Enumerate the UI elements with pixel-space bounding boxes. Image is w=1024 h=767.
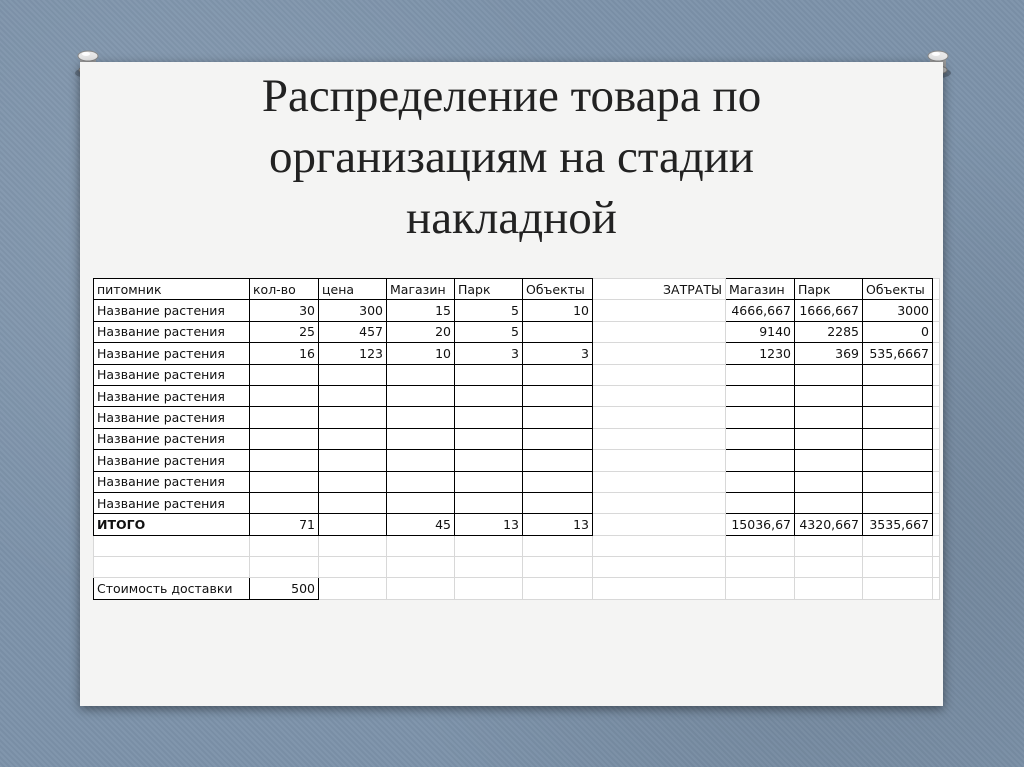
cell: [455, 364, 523, 385]
cell: [94, 557, 250, 578]
cell: Название растения: [94, 492, 250, 513]
cell: [455, 385, 523, 406]
cell: 30: [250, 300, 319, 321]
cell: [726, 450, 795, 471]
cell: [387, 407, 455, 428]
cell: [933, 300, 940, 321]
cell: 3: [523, 343, 593, 364]
header-row: [94, 279, 940, 300]
cell: [250, 557, 319, 578]
cell: [863, 557, 933, 578]
table-row: [94, 450, 940, 471]
cell: 15: [387, 300, 455, 321]
cell: 10: [523, 300, 593, 321]
cell: питомник: [94, 279, 250, 300]
cell: Объекты: [523, 279, 593, 300]
cell: [593, 535, 726, 556]
cell: 1666,667: [795, 300, 863, 321]
cell: [593, 578, 726, 599]
table-row: [94, 321, 940, 342]
table-row: [94, 364, 940, 385]
cell: [933, 279, 940, 300]
cell: [523, 364, 593, 385]
cell: [593, 557, 726, 578]
cell: [726, 407, 795, 428]
cell: [455, 557, 523, 578]
cell: [94, 535, 250, 556]
cell: [863, 535, 933, 556]
cell: Название растения: [94, 407, 250, 428]
cell: [726, 492, 795, 513]
cell: [455, 578, 523, 599]
cell: [319, 535, 387, 556]
cell: [933, 471, 940, 492]
cell: кол-во: [250, 279, 319, 300]
cell: ИТОГО: [94, 514, 250, 535]
cell: 300: [319, 300, 387, 321]
cell: Название растения: [94, 385, 250, 406]
cell: [726, 364, 795, 385]
cell: [726, 428, 795, 449]
cell: [933, 535, 940, 556]
cell: [795, 578, 863, 599]
cell: [455, 450, 523, 471]
cell: ЗАТРАТЫ: [593, 279, 726, 300]
slide-title: [80, 66, 943, 249]
cell: 123: [319, 343, 387, 364]
cell: [933, 514, 940, 535]
cell: [795, 407, 863, 428]
cell: 45: [387, 514, 455, 535]
cell: [795, 557, 863, 578]
cell: [795, 364, 863, 385]
cell: 5: [455, 321, 523, 342]
cell: [319, 514, 387, 535]
cell: [319, 428, 387, 449]
cell: [933, 364, 940, 385]
cell: [593, 321, 726, 342]
total-row: [94, 514, 940, 535]
delivery-label: Стоимость доставки: [94, 578, 250, 599]
table-row: [94, 343, 940, 364]
cell: Название растения: [94, 300, 250, 321]
cell: [863, 385, 933, 406]
cell: [387, 364, 455, 385]
cell: [863, 578, 933, 599]
cell: [523, 407, 593, 428]
cell: 25: [250, 321, 319, 342]
table-row: [94, 385, 940, 406]
cell: [455, 492, 523, 513]
cell: [319, 557, 387, 578]
cell: 16: [250, 343, 319, 364]
cell: [523, 492, 593, 513]
cell: 15036,67: [726, 514, 795, 535]
cell: [593, 407, 726, 428]
delivery-value: 500: [250, 578, 319, 599]
cell: [250, 471, 319, 492]
cell: [319, 471, 387, 492]
cell: [250, 364, 319, 385]
cell: [863, 364, 933, 385]
spreadsheet-table: [93, 278, 940, 600]
title-line: организациям на стадии: [268, 131, 755, 183]
cell: 5: [455, 300, 523, 321]
cell: [933, 407, 940, 428]
cell: 3: [455, 343, 523, 364]
cell: [319, 578, 387, 599]
empty-row: [94, 535, 940, 556]
cell: [726, 535, 795, 556]
cell: 4666,667: [726, 300, 795, 321]
cell: [863, 407, 933, 428]
table-row: [94, 492, 940, 513]
cell: [933, 492, 940, 513]
table-row: [94, 471, 940, 492]
cell: [795, 492, 863, 513]
cell: 457: [319, 321, 387, 342]
cell: [795, 535, 863, 556]
cell: [387, 450, 455, 471]
cell: [387, 385, 455, 406]
cell: [795, 428, 863, 449]
cell: 20: [387, 321, 455, 342]
delivery-row: [94, 578, 940, 599]
cell: 1230: [726, 343, 795, 364]
cell: 2285: [795, 321, 863, 342]
cell: Магазин: [387, 279, 455, 300]
cell: 4320,667: [795, 514, 863, 535]
cell: [387, 428, 455, 449]
cell: [795, 450, 863, 471]
cell: [863, 471, 933, 492]
cell: [726, 471, 795, 492]
cell: [319, 364, 387, 385]
cell: [250, 492, 319, 513]
cell: [726, 578, 795, 599]
cell: [523, 428, 593, 449]
cell: [523, 578, 593, 599]
cell: [250, 535, 319, 556]
cell: [250, 385, 319, 406]
cell: Название растения: [94, 343, 250, 364]
table-row: [94, 407, 940, 428]
cell: 71: [250, 514, 319, 535]
cell: [387, 535, 455, 556]
cell: [387, 557, 455, 578]
cell: [250, 428, 319, 449]
cell: Объекты: [863, 279, 933, 300]
cell: [387, 492, 455, 513]
cell: 9140: [726, 321, 795, 342]
cell: [726, 557, 795, 578]
cell: [933, 557, 940, 578]
cell: [250, 407, 319, 428]
table-row: [94, 300, 940, 321]
cell: [863, 492, 933, 513]
cell: [795, 385, 863, 406]
cell: [319, 450, 387, 471]
cell: [933, 450, 940, 471]
cell: [319, 385, 387, 406]
cell: 3000: [863, 300, 933, 321]
table-row: [94, 428, 940, 449]
cell: 3535,667: [863, 514, 933, 535]
cell: [523, 321, 593, 342]
title-line: Распределение товара по: [261, 70, 762, 122]
cell: Название растения: [94, 428, 250, 449]
cell: [593, 450, 726, 471]
cell: Парк: [795, 279, 863, 300]
cell: [593, 300, 726, 321]
cell: [593, 428, 726, 449]
cell: Магазин: [726, 279, 795, 300]
empty-row: [94, 557, 940, 578]
cell: [387, 471, 455, 492]
cell: [455, 471, 523, 492]
cell: [593, 385, 726, 406]
cell: цена: [319, 279, 387, 300]
cell: 10: [387, 343, 455, 364]
cell: [523, 450, 593, 471]
cell: [933, 343, 940, 364]
cell: [319, 492, 387, 513]
cell: 369: [795, 343, 863, 364]
cell: [523, 471, 593, 492]
cell: [933, 385, 940, 406]
cell: [933, 321, 940, 342]
cell: [319, 407, 387, 428]
cell: [387, 578, 455, 599]
cell: [523, 557, 593, 578]
cell: [863, 450, 933, 471]
cell: [933, 578, 940, 599]
cell: Название растения: [94, 450, 250, 471]
cell: [795, 471, 863, 492]
cell: [455, 535, 523, 556]
title-line: накладной: [406, 192, 617, 244]
cell: [593, 492, 726, 513]
cell: [250, 450, 319, 471]
cell: Название растения: [94, 471, 250, 492]
cell: [593, 364, 726, 385]
cell: Название растения: [94, 321, 250, 342]
cell: Название растения: [94, 364, 250, 385]
cell: Парк: [455, 279, 523, 300]
cell: [726, 385, 795, 406]
cell: [593, 343, 726, 364]
cell: [593, 514, 726, 535]
cell: [863, 428, 933, 449]
cell: [523, 535, 593, 556]
cell: [455, 428, 523, 449]
cell: 535,6667: [863, 343, 933, 364]
cell: [523, 385, 593, 406]
cell: [933, 428, 940, 449]
cell: 13: [523, 514, 593, 535]
cell: [455, 407, 523, 428]
cell: 0: [863, 321, 933, 342]
cell: [593, 471, 726, 492]
cell: 13: [455, 514, 523, 535]
